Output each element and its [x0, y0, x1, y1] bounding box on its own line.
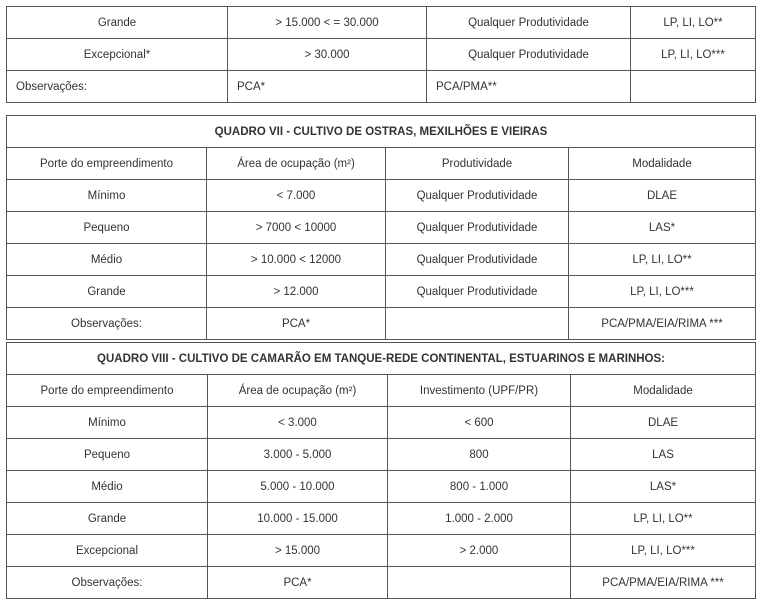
table-row [7, 439, 756, 471]
cell-produtividade: Qualquer Produtividade [386, 180, 569, 212]
table-row-observacoes [7, 71, 756, 103]
cell-area: > 7000 < 10000 [207, 212, 386, 244]
cell-porte: Excepcional [7, 535, 208, 567]
cell-porte: Médio [7, 471, 208, 503]
cell-area: < 7.000 [207, 180, 386, 212]
table-continuation [6, 6, 756, 103]
table-title-row [7, 343, 756, 375]
cell-modalidade: LP, LI, LO*** [569, 276, 756, 308]
header-porte: Porte do empreendimento [7, 148, 207, 180]
table-row [7, 7, 756, 39]
table-header-row [7, 148, 756, 180]
cell-observacoes-investimento [388, 567, 571, 599]
table-row [7, 471, 756, 503]
cell-modalidade: LP, LI, LO** [569, 244, 756, 276]
table-quadro-viii [6, 342, 756, 599]
cell-investimento: > 2.000 [388, 535, 571, 567]
cell-investimento: < 600 [388, 407, 571, 439]
cell-produtividade: Qualquer Produtividade [386, 276, 569, 308]
cell-modalidade: DLAE [571, 407, 756, 439]
table-row [7, 503, 756, 535]
cell-area: > 10.000 < 12000 [207, 244, 386, 276]
cell-observacoes-label: Observações: [7, 308, 207, 340]
cell-produtividade: Qualquer Produtividade [427, 7, 631, 39]
cell-porte: Mínimo [7, 407, 208, 439]
cell-observacoes-modalidade [631, 71, 756, 103]
cell-porte: Grande [7, 503, 208, 535]
cell-investimento: 1.000 - 2.000 [388, 503, 571, 535]
cell-area: 10.000 - 15.000 [208, 503, 388, 535]
cell-area: 5.000 - 10.000 [208, 471, 388, 503]
cell-porte: Excepcional* [7, 39, 228, 71]
cell-observacoes-label: Observações: [7, 71, 228, 103]
table-title: QUADRO VII - CULTIVO DE OSTRAS, MEXILHÕES E VIEIRAS [7, 116, 756, 148]
cell-observacoes-modalidade: PCA/PMA/EIA/RIMA *** [569, 308, 756, 340]
table-row-observacoes [7, 308, 756, 340]
cell-produtividade: Qualquer Produtividade [427, 39, 631, 71]
table-row [7, 39, 756, 71]
cell-modalidade: LP, LI, LO** [571, 503, 756, 535]
header-modalidade: Modalidade [569, 148, 756, 180]
cell-observacoes-area: PCA* [208, 567, 388, 599]
cell-porte: Mínimo [7, 180, 207, 212]
cell-modalidade: LAS* [569, 212, 756, 244]
table-row [7, 212, 756, 244]
table-row-observacoes [7, 567, 756, 599]
table-title: QUADRO VIII - CULTIVO DE CAMARÃO EM TANQUE-REDE CONTINENTAL, ESTUARINOS E MARINHOS: [7, 343, 756, 375]
cell-investimento: 800 [388, 439, 571, 471]
cell-area: > 15.000 < = 30.000 [228, 7, 427, 39]
cell-observacoes-prod [386, 308, 569, 340]
cell-observacoes-area: PCA* [207, 308, 386, 340]
cell-modalidade: LAS [571, 439, 756, 471]
cell-area: > 30.000 [228, 39, 427, 71]
cell-area: > 15.000 [208, 535, 388, 567]
table-row [7, 244, 756, 276]
cell-porte: Grande [7, 7, 228, 39]
table-row [7, 180, 756, 212]
cell-produtividade: Qualquer Produtividade [386, 212, 569, 244]
cell-observacoes-modalidade: PCA/PMA/EIA/RIMA *** [571, 567, 756, 599]
cell-porte: Médio [7, 244, 207, 276]
header-produtividade: Produtividade [386, 148, 569, 180]
cell-area: > 12.000 [207, 276, 386, 308]
header-porte: Porte do empreendimento [7, 375, 208, 407]
cell-produtividade: Qualquer Produtividade [386, 244, 569, 276]
table-row [7, 535, 756, 567]
cell-observacoes-area: PCA* [228, 71, 427, 103]
cell-porte: Grande [7, 276, 207, 308]
cell-porte: Pequeno [7, 212, 207, 244]
cell-area: < 3.000 [208, 407, 388, 439]
table-row [7, 276, 756, 308]
table-row [7, 407, 756, 439]
cell-modalidade: LP, LI, LO*** [631, 39, 756, 71]
cell-observacoes-prod: PCA/PMA** [427, 71, 631, 103]
cell-modalidade: LAS* [571, 471, 756, 503]
cell-area: 3.000 - 5.000 [208, 439, 388, 471]
header-investimento: Investimento (UPF/PR) [388, 375, 571, 407]
cell-modalidade: LP, LI, LO*** [571, 535, 756, 567]
cell-modalidade: LP, LI, LO** [631, 7, 756, 39]
table-title-row [7, 116, 756, 148]
header-area: Área de ocupação (m²) [208, 375, 388, 407]
header-area: Área de ocupação (m²) [207, 148, 386, 180]
cell-porte: Pequeno [7, 439, 208, 471]
table-header-row [7, 375, 756, 407]
header-modalidade: Modalidade [571, 375, 756, 407]
cell-investimento: 800 - 1.000 [388, 471, 571, 503]
cell-modalidade: DLAE [569, 180, 756, 212]
table-quadro-vii [6, 115, 756, 340]
cell-observacoes-label: Observações: [7, 567, 208, 599]
